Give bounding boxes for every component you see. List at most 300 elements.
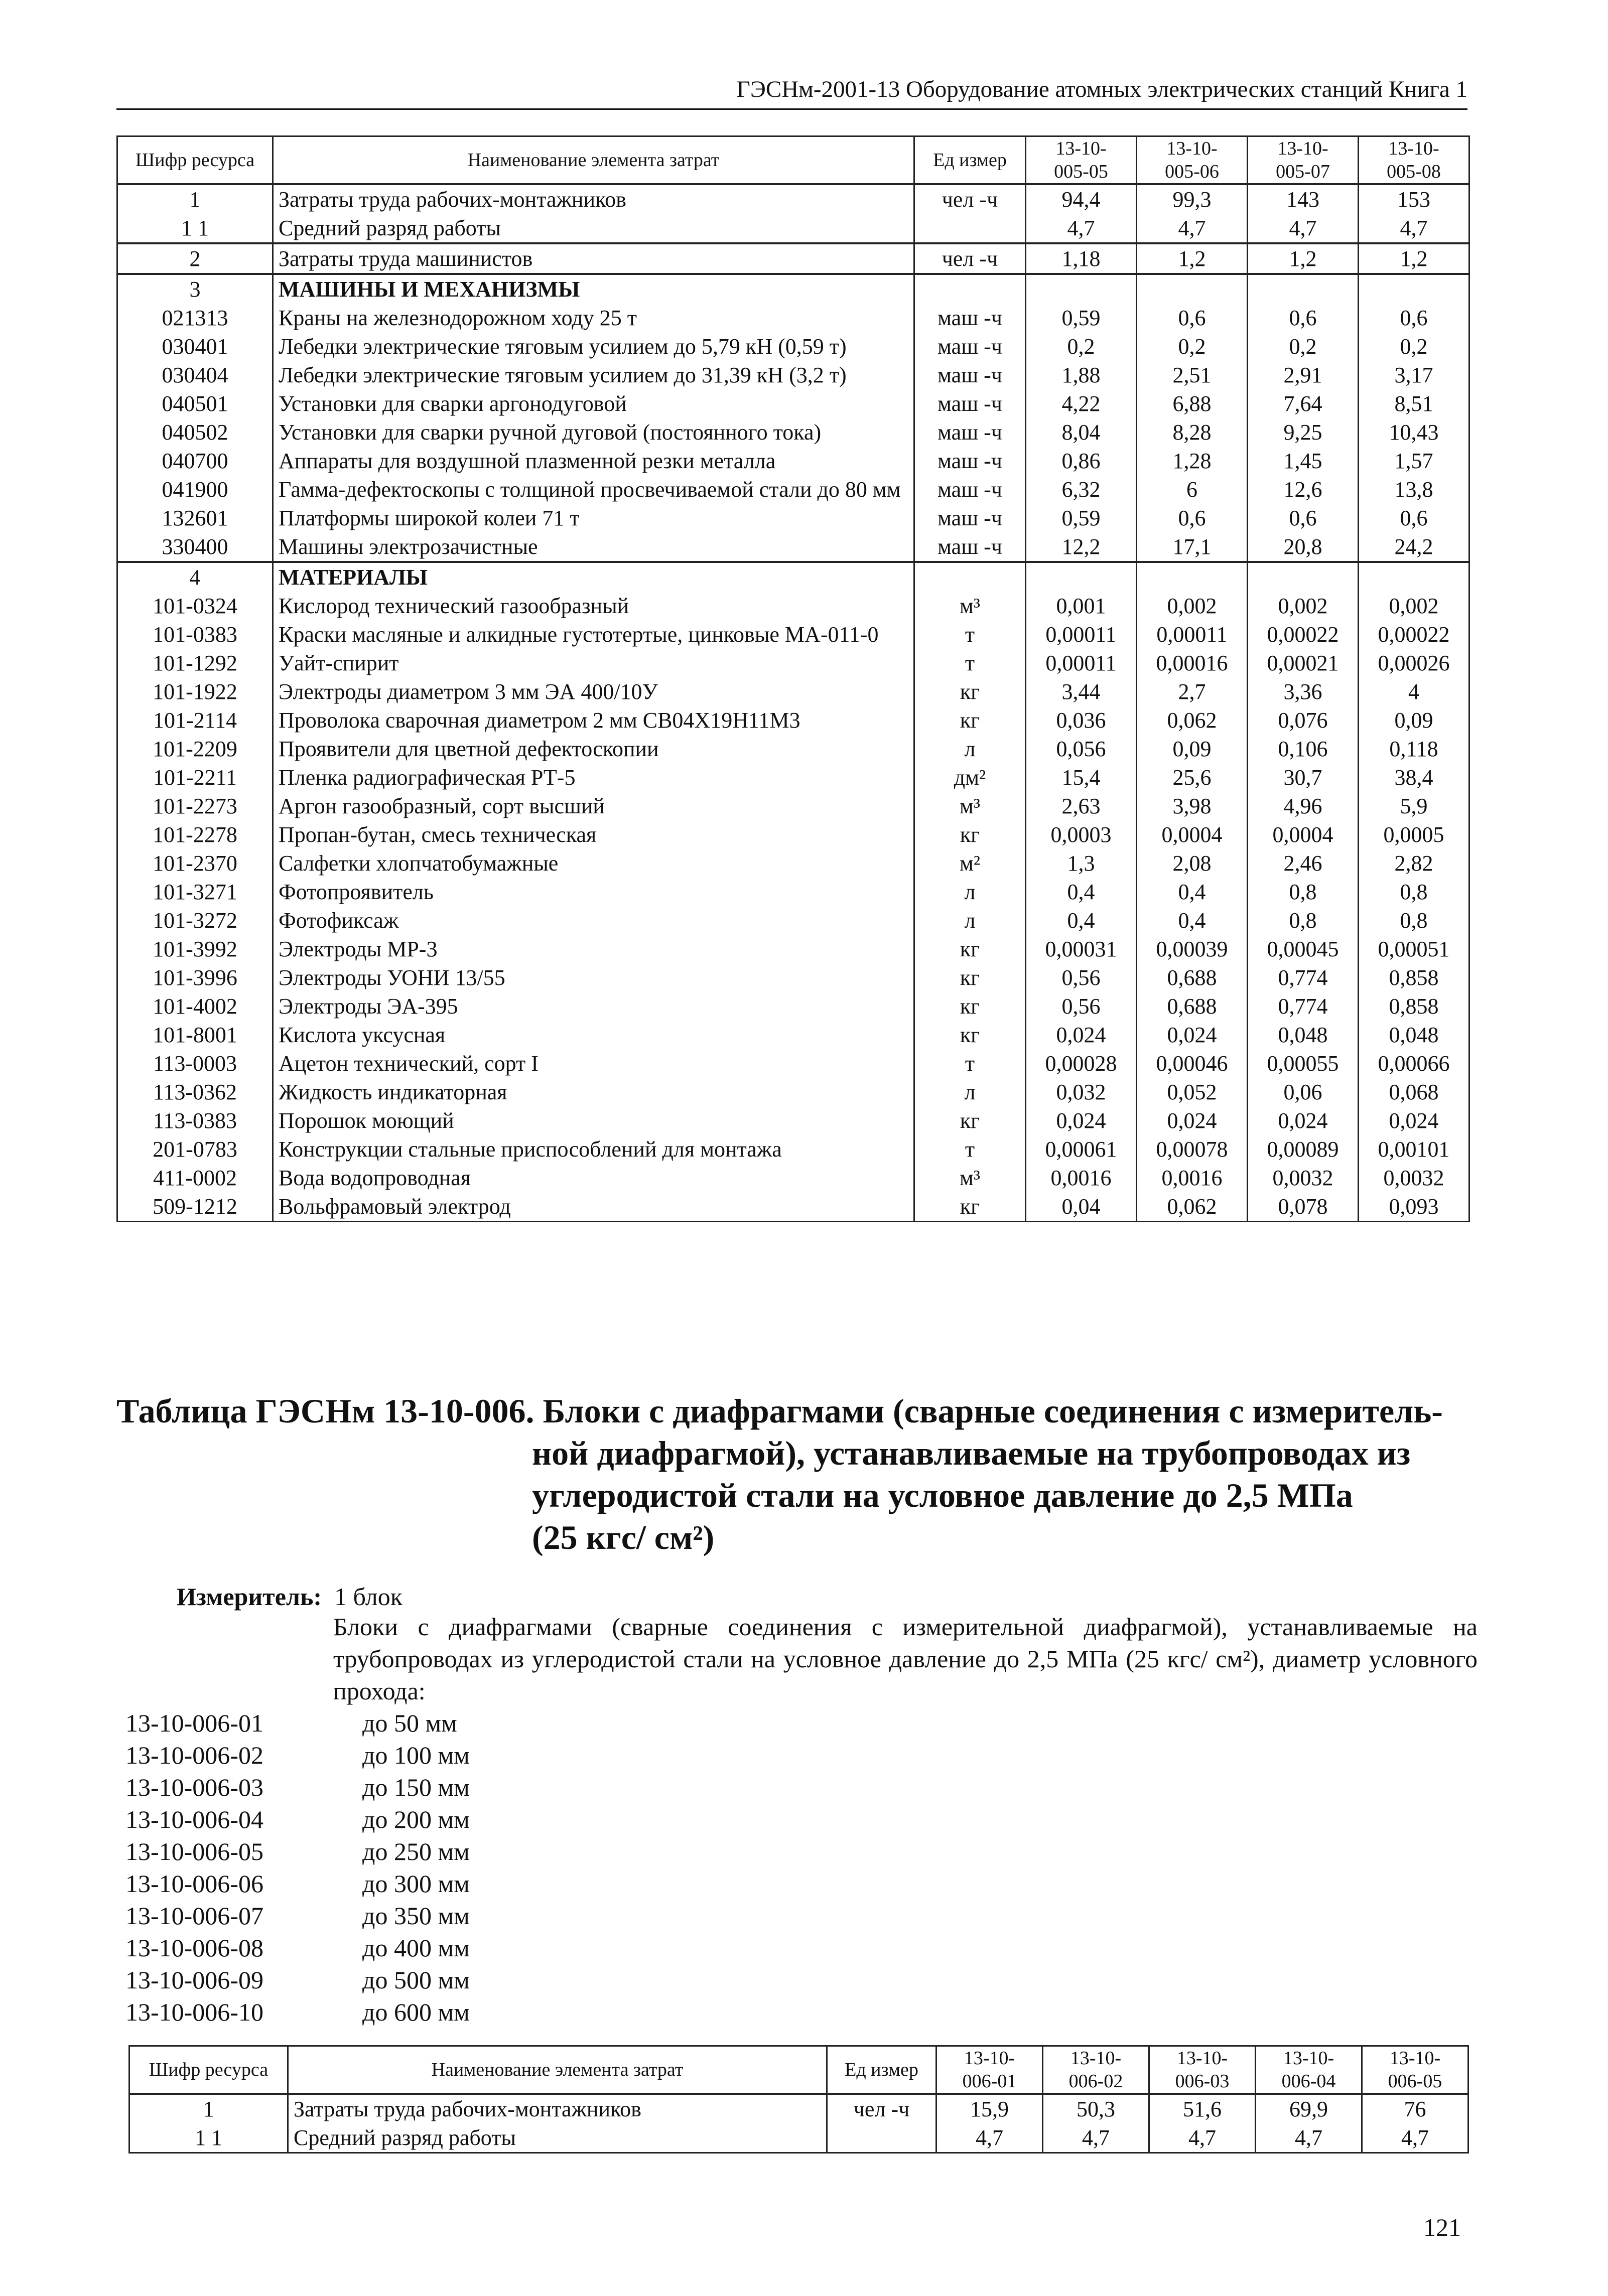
- resource-code: 101-0383: [117, 620, 273, 649]
- value-cell: 0,59: [1026, 304, 1137, 332]
- resource-code: 101-2278: [117, 820, 273, 849]
- value-cell: 38,4: [1359, 763, 1469, 792]
- resource-code: 1: [129, 2094, 288, 2123]
- column-header: Шифр ресурса: [129, 2046, 288, 2094]
- value-cell: 0,002: [1359, 592, 1469, 620]
- table-row: [117, 562, 1469, 592]
- value-cell: 4,7: [1248, 214, 1359, 243]
- value-cell: 0,4: [1026, 878, 1137, 906]
- resource-code: 040501: [117, 389, 273, 418]
- table-row: [117, 1135, 1469, 1164]
- value-cell: 0,688: [1137, 992, 1248, 1021]
- value-cell: 4,7: [1256, 2123, 1362, 2153]
- value-cell: 0,00016: [1137, 649, 1248, 677]
- value-cell: 0,024: [1026, 1106, 1137, 1135]
- resource-code: 113-0362: [117, 1078, 273, 1106]
- resource-name: Затраты труда рабочих-монтажников: [288, 2094, 827, 2123]
- value-cell: 0,4: [1026, 906, 1137, 935]
- unit-cell: л: [914, 1078, 1026, 1106]
- resource-name: Лебедки электрические тяговым усилием до 31,39 кН (3,2 т): [273, 361, 914, 389]
- unit-cell: маш -ч: [914, 475, 1026, 504]
- table-row: [117, 677, 1469, 706]
- value-cell: 13,8: [1359, 475, 1469, 504]
- resource-code: 101-3272: [117, 906, 273, 935]
- variant-code: 13-10-006-04: [125, 1805, 263, 1833]
- unit-cell: маш -ч: [914, 361, 1026, 389]
- value-cell: 0,6: [1137, 504, 1248, 532]
- variant-text: до 500 мм: [362, 1966, 470, 1994]
- unit-cell: кг: [914, 1192, 1026, 1222]
- table-row: [117, 935, 1469, 963]
- variant-row: [125, 1835, 470, 1868]
- value-cell: 1,2: [1137, 243, 1248, 274]
- value-cell: 0,86: [1026, 447, 1137, 475]
- unit-cell: маш -ч: [914, 504, 1026, 532]
- value-cell: 0,118: [1359, 735, 1469, 763]
- value-cell: 4,7: [936, 2123, 1043, 2153]
- column-header: Наименование элемента затрат: [288, 2046, 827, 2094]
- value-cell: 2,91: [1248, 361, 1359, 389]
- value-cell: 0,093: [1359, 1192, 1469, 1222]
- resource-name: Платформы широкой колеи 71 т: [273, 504, 914, 532]
- variant-code: 13-10-006-09: [125, 1966, 263, 1994]
- variant-text: до 100 мм: [362, 1741, 470, 1769]
- resource-name: Электроды диаметром 3 мм ЭА 400/10У: [273, 677, 914, 706]
- resource-table-006: [128, 2045, 1469, 2154]
- resource-code: 040502: [117, 418, 273, 447]
- value-cell: 0,858: [1359, 992, 1469, 1021]
- running-header: ГЭСНм-2001-13 Оборудование атомных электрических станций Книга 1: [736, 76, 1467, 102]
- column-header: Наименование элемента затрат: [273, 136, 914, 185]
- resource-name: Проволока сварочная диаметром 2 мм СВ04Х19Н11М3: [273, 706, 914, 735]
- value-cell: 0,0003: [1026, 820, 1137, 849]
- unit-cell: [827, 2123, 936, 2153]
- column-header: 13-10- 006-01: [936, 2046, 1043, 2094]
- value-cell: 5,9: [1359, 792, 1469, 820]
- value-cell: 2,63: [1026, 792, 1137, 820]
- value-cell: 8,04: [1026, 418, 1137, 447]
- value-cell: 6,32: [1026, 475, 1137, 504]
- variant-row: [125, 1803, 470, 1835]
- value-cell: 0,048: [1248, 1021, 1359, 1049]
- column-header: 13-10- 006-05: [1362, 2046, 1468, 2094]
- variant-row: [125, 1868, 470, 1900]
- resource-code: 1 1: [129, 2123, 288, 2153]
- unit-cell: [914, 562, 1026, 592]
- variant-text: до 600 мм: [362, 1998, 470, 2026]
- measure-label: Измеритель:: [177, 1583, 322, 1611]
- value-cell: 1,28: [1137, 447, 1248, 475]
- unit-cell: л: [914, 906, 1026, 935]
- value-cell: 0,00039: [1137, 935, 1248, 963]
- resource-name: Кислота уксусная: [273, 1021, 914, 1049]
- value-cell: 3,44: [1026, 677, 1137, 706]
- resource-name: МАТЕРИАЛЫ: [273, 562, 914, 592]
- value-cell: 30,7: [1248, 763, 1359, 792]
- resource-code: 101-1292: [117, 649, 273, 677]
- unit-cell: кг: [914, 963, 1026, 992]
- value-cell: 2,7: [1137, 677, 1248, 706]
- unit-cell: кг: [914, 935, 1026, 963]
- value-cell: 0,688: [1137, 963, 1248, 992]
- value-cell: 69,9: [1256, 2094, 1362, 2123]
- resource-name: Средний разряд работы: [288, 2123, 827, 2153]
- unit-cell: чел -ч: [914, 243, 1026, 274]
- value-cell: 0,09: [1359, 706, 1469, 735]
- resource-code: 201-0783: [117, 1135, 273, 1164]
- value-cell: 8,28: [1137, 418, 1248, 447]
- value-cell: 15,9: [936, 2094, 1043, 2123]
- value-cell: 0,0032: [1359, 1164, 1469, 1192]
- value-cell: 0,00031: [1026, 935, 1137, 963]
- resource-name: Установки для сварки аргонодуговой: [273, 389, 914, 418]
- column-header: 13-10- 005-08: [1359, 136, 1469, 185]
- value-cell: 0,024: [1359, 1106, 1469, 1135]
- measure-unit: [177, 1581, 403, 1613]
- unit-cell: кг: [914, 1106, 1026, 1135]
- value-cell: 0,00011: [1137, 620, 1248, 649]
- value-cell: 0,4: [1137, 878, 1248, 906]
- column-header: 13-10- 006-04: [1256, 2046, 1362, 2094]
- value-cell: 0,00011: [1026, 649, 1137, 677]
- value-cell: 0,106: [1248, 735, 1359, 763]
- variant-text: до 250 мм: [362, 1837, 470, 1866]
- variant-text: до 200 мм: [362, 1805, 470, 1833]
- value-cell: 0,4: [1137, 906, 1248, 935]
- value-cell: 6: [1137, 475, 1248, 504]
- value-cell: 0,00066: [1359, 1049, 1469, 1078]
- table-row: [117, 361, 1469, 389]
- variant-code: 13-10-006-06: [125, 1870, 263, 1898]
- value-cell: 0,002: [1137, 592, 1248, 620]
- resource-code: 030404: [117, 361, 273, 389]
- value-cell: 0,0004: [1248, 820, 1359, 849]
- value-cell: 2,51: [1137, 361, 1248, 389]
- resource-name: Аргон газообразный, сорт высший: [273, 792, 914, 820]
- resource-code: 101-3992: [117, 935, 273, 963]
- value-cell: 20,8: [1248, 532, 1359, 562]
- column-header: 13-10- 006-02: [1043, 2046, 1149, 2094]
- table-row: [117, 592, 1469, 620]
- table-header-row: [117, 136, 1469, 185]
- unit-cell: т: [914, 1135, 1026, 1164]
- table-title-line-2: ной диафрагмой), устанавливаемые на трубопроводах из: [532, 1434, 1411, 1472]
- resource-name: Затраты труда рабочих-монтажников: [273, 184, 914, 214]
- table-row: [117, 214, 1469, 243]
- value-cell: 0,00022: [1248, 620, 1359, 649]
- unit-cell: кг: [914, 677, 1026, 706]
- table-row: [117, 706, 1469, 735]
- value-cell: 0,048: [1359, 1021, 1469, 1049]
- unit-cell: м³: [914, 1164, 1026, 1192]
- resource-name: Машины электрозачистные: [273, 532, 914, 562]
- table-row: [117, 763, 1469, 792]
- column-header: 13-10- 005-07: [1248, 136, 1359, 185]
- unit-cell: чел -ч: [827, 2094, 936, 2123]
- value-cell: 3,98: [1137, 792, 1248, 820]
- value-cell: 0,036: [1026, 706, 1137, 735]
- value-cell: 4,7: [1043, 2123, 1149, 2153]
- unit-cell: м³: [914, 592, 1026, 620]
- value-cell: 0,09: [1137, 735, 1248, 763]
- resource-code: 101-2209: [117, 735, 273, 763]
- table-row: [129, 2094, 1468, 2123]
- resource-code: 040700: [117, 447, 273, 475]
- variant-text: до 350 мм: [362, 1902, 470, 1930]
- value-cell: 0,8: [1248, 906, 1359, 935]
- resource-name: Средний разряд работы: [273, 214, 914, 243]
- value-cell: 10,43: [1359, 418, 1469, 447]
- value-cell: 0,774: [1248, 992, 1359, 1021]
- resource-code: 101-3996: [117, 963, 273, 992]
- table-row: [117, 849, 1469, 878]
- value-cell: 50,3: [1043, 2094, 1149, 2123]
- table-row: [117, 184, 1469, 214]
- value-cell: 0,032: [1026, 1078, 1137, 1106]
- resource-code: 101-1922: [117, 677, 273, 706]
- variant-row: [125, 1996, 470, 2028]
- value-cell: 0,078: [1248, 1192, 1359, 1222]
- resource-name: Вода водопроводная: [273, 1164, 914, 1192]
- resource-name: Кислород технический газообразный: [273, 592, 914, 620]
- value-cell: [1137, 274, 1248, 304]
- work-description: Блоки с диафрагмами (сварные соединения с измерительной диафрагмой), устанавливаемые на трубопроводах из углеродистой стали на условное давление до 2,5 МПа (25 кгс/ см²), диаметр условного прохода:: [333, 1613, 1478, 1705]
- unit-cell: маш -ч: [914, 304, 1026, 332]
- resource-code: 4: [117, 562, 273, 592]
- value-cell: 0,2: [1248, 332, 1359, 361]
- column-header: Шифр ресурса: [117, 136, 273, 185]
- value-cell: 0,024: [1137, 1021, 1248, 1049]
- value-cell: 0,2: [1359, 332, 1469, 361]
- value-cell: [1359, 562, 1469, 592]
- value-cell: 17,1: [1137, 532, 1248, 562]
- table-row: [117, 243, 1469, 274]
- value-cell: [1248, 562, 1359, 592]
- unit-cell: м³: [914, 792, 1026, 820]
- resource-name: Конструкции стальные приспособлений для монтажа: [273, 1135, 914, 1164]
- variant-code: 13-10-006-01: [125, 1709, 263, 1737]
- value-cell: 0,00028: [1026, 1049, 1137, 1078]
- value-cell: 0,774: [1248, 963, 1359, 992]
- unit-cell: маш -ч: [914, 447, 1026, 475]
- variant-code: 13-10-006-10: [125, 1998, 263, 2026]
- value-cell: 0,6: [1248, 504, 1359, 532]
- value-cell: 0,0005: [1359, 820, 1469, 849]
- value-cell: 0,2: [1026, 332, 1137, 361]
- value-cell: 3,17: [1359, 361, 1469, 389]
- page-number: 121: [1423, 2213, 1461, 2241]
- variant-code: 13-10-006-05: [125, 1837, 263, 1866]
- value-cell: [1026, 274, 1137, 304]
- value-cell: 0,002: [1248, 592, 1359, 620]
- value-cell: 2,46: [1248, 849, 1359, 878]
- unit-cell: дм²: [914, 763, 1026, 792]
- value-cell: 0,6: [1248, 304, 1359, 332]
- measure-value: 1 блок: [334, 1583, 403, 1611]
- value-cell: [1359, 274, 1469, 304]
- table-header-row: [129, 2046, 1468, 2094]
- resource-code: 021313: [117, 304, 273, 332]
- value-cell: 0,062: [1137, 1192, 1248, 1222]
- value-cell: 0,00046: [1137, 1049, 1248, 1078]
- value-cell: 0,00011: [1026, 620, 1137, 649]
- resource-code: 101-2273: [117, 792, 273, 820]
- value-cell: 0,076: [1248, 706, 1359, 735]
- resource-name: Лебедки электрические тяговым усилием до 5,79 кН (0,59 т): [273, 332, 914, 361]
- resource-name: Пленка радиографическая РТ-5: [273, 763, 914, 792]
- value-cell: 0,068: [1359, 1078, 1469, 1106]
- resource-code: 101-2370: [117, 849, 273, 878]
- value-cell: 2,08: [1137, 849, 1248, 878]
- value-cell: 4,7: [1137, 214, 1248, 243]
- value-cell: 4,7: [1149, 2123, 1256, 2153]
- header-rule: [116, 108, 1467, 110]
- unit-cell: [914, 274, 1026, 304]
- resource-code: 101-8001: [117, 1021, 273, 1049]
- value-cell: 0,04: [1026, 1192, 1137, 1222]
- unit-cell: чел -ч: [914, 184, 1026, 214]
- value-cell: 0,024: [1137, 1106, 1248, 1135]
- resource-name: Жидкость индикаторная: [273, 1078, 914, 1106]
- variant-row: [125, 1707, 470, 1739]
- value-cell: 0,0004: [1137, 820, 1248, 849]
- value-cell: 0,06: [1248, 1078, 1359, 1106]
- table-row: [117, 649, 1469, 677]
- variant-code: 13-10-006-02: [125, 1741, 263, 1769]
- resource-name: Салфетки хлопчатобумажные: [273, 849, 914, 878]
- table-row: [117, 906, 1469, 935]
- resource-code: 2: [117, 243, 273, 274]
- value-cell: 0,024: [1026, 1021, 1137, 1049]
- resource-code: 030401: [117, 332, 273, 361]
- column-header: 13-10- 005-06: [1137, 136, 1248, 185]
- value-cell: 12,6: [1248, 475, 1359, 504]
- value-cell: 0,00078: [1137, 1135, 1248, 1164]
- value-cell: 76: [1362, 2094, 1468, 2123]
- value-cell: 0,00026: [1359, 649, 1469, 677]
- variant-text: до 150 мм: [362, 1773, 470, 1801]
- variant-text: до 400 мм: [362, 1934, 470, 1962]
- value-cell: 0,56: [1026, 992, 1137, 1021]
- value-cell: 1,45: [1248, 447, 1359, 475]
- value-cell: 0,0016: [1026, 1164, 1137, 1192]
- value-cell: 4,7: [1359, 214, 1469, 243]
- table-row: [117, 1021, 1469, 1049]
- value-cell: 0,00061: [1026, 1135, 1137, 1164]
- table-row: [117, 735, 1469, 763]
- resource-name: Установки для сварки ручной дуговой (постоянного тока): [273, 418, 914, 447]
- resource-name: Краски масляные и алкидные густотертые, цинковые МА-011-0: [273, 620, 914, 649]
- value-cell: 0,8: [1359, 906, 1469, 935]
- table-row: [129, 2123, 1468, 2153]
- table-row: [117, 304, 1469, 332]
- value-cell: 0,6: [1359, 304, 1469, 332]
- value-cell: 1,2: [1248, 243, 1359, 274]
- resource-code: 330400: [117, 532, 273, 562]
- value-cell: 15,4: [1026, 763, 1137, 792]
- value-cell: 153: [1359, 184, 1469, 214]
- resource-code: 101-3271: [117, 878, 273, 906]
- variant-row: [125, 1900, 470, 1932]
- variant-code: 13-10-006-08: [125, 1934, 263, 1962]
- resource-code: 113-0003: [117, 1049, 273, 1078]
- resource-code: 509-1212: [117, 1192, 273, 1222]
- value-cell: 3,36: [1248, 677, 1359, 706]
- value-cell: 0,6: [1359, 504, 1469, 532]
- value-cell: 0,00045: [1248, 935, 1359, 963]
- value-cell: 0,024: [1248, 1106, 1359, 1135]
- resource-name: Затраты труда машинистов: [273, 243, 914, 274]
- value-cell: 24,2: [1359, 532, 1469, 562]
- table-row: [117, 792, 1469, 820]
- table-row: [117, 620, 1469, 649]
- table-row: [117, 1164, 1469, 1192]
- unit-cell: кг: [914, 706, 1026, 735]
- value-cell: 99,3: [1137, 184, 1248, 214]
- value-cell: 0,056: [1026, 735, 1137, 763]
- table-row: [117, 1192, 1469, 1222]
- table-row: [117, 504, 1469, 532]
- resource-code: 3: [117, 274, 273, 304]
- resource-table-005: [116, 135, 1470, 1222]
- variant-row: [125, 1739, 470, 1771]
- value-cell: [1137, 562, 1248, 592]
- variant-list: [125, 1707, 470, 2028]
- table-row: [117, 532, 1469, 562]
- value-cell: 1,57: [1359, 447, 1469, 475]
- unit-cell: т: [914, 1049, 1026, 1078]
- value-cell: 0,56: [1026, 963, 1137, 992]
- resource-name: Фотофиксаж: [273, 906, 914, 935]
- value-cell: 0,00021: [1248, 649, 1359, 677]
- value-cell: 0,052: [1137, 1078, 1248, 1106]
- unit-cell: маш -ч: [914, 418, 1026, 447]
- table-row: [117, 447, 1469, 475]
- unit-cell: кг: [914, 1021, 1026, 1049]
- variant-code: 13-10-006-07: [125, 1902, 263, 1930]
- resource-name: Пропан-бутан, смесь техническая: [273, 820, 914, 849]
- resource-name: Проявители для цветной дефектоскопии: [273, 735, 914, 763]
- unit-cell: кг: [914, 992, 1026, 1021]
- table-title-line-1: Блоки с диафрагмами (сварные соединения с измеритель-: [543, 1392, 1443, 1430]
- variant-text: до 300 мм: [362, 1870, 470, 1898]
- value-cell: 0,0016: [1137, 1164, 1248, 1192]
- table-title-label: Таблица ГЭСНм 13-10-006.: [116, 1392, 534, 1430]
- resource-name: Уайт-спирит: [273, 649, 914, 677]
- value-cell: 4,96: [1248, 792, 1359, 820]
- resource-code: 411-0002: [117, 1164, 273, 1192]
- resource-name: Вольфрамовый электрод: [273, 1192, 914, 1222]
- table-row: [117, 418, 1469, 447]
- unit-cell: маш -ч: [914, 532, 1026, 562]
- unit-cell: т: [914, 620, 1026, 649]
- value-cell: 0,00051: [1359, 935, 1469, 963]
- unit-cell: [914, 214, 1026, 243]
- resource-name: Электроды МР-3: [273, 935, 914, 963]
- value-cell: 1,88: [1026, 361, 1137, 389]
- unit-cell: маш -ч: [914, 389, 1026, 418]
- value-cell: 0,00022: [1359, 620, 1469, 649]
- resource-name: Аппараты для воздушной плазменной резки металла: [273, 447, 914, 475]
- resource-code: 1 1: [117, 214, 273, 243]
- resource-code: 101-2114: [117, 706, 273, 735]
- resource-name: Электроды ЭА-395: [273, 992, 914, 1021]
- table-row: [117, 820, 1469, 849]
- value-cell: 4: [1359, 677, 1469, 706]
- table-row: [117, 963, 1469, 992]
- table-row: [117, 1078, 1469, 1106]
- table-title-line-3: углеродистой стали на условное давление до 2,5 МПа: [532, 1476, 1353, 1514]
